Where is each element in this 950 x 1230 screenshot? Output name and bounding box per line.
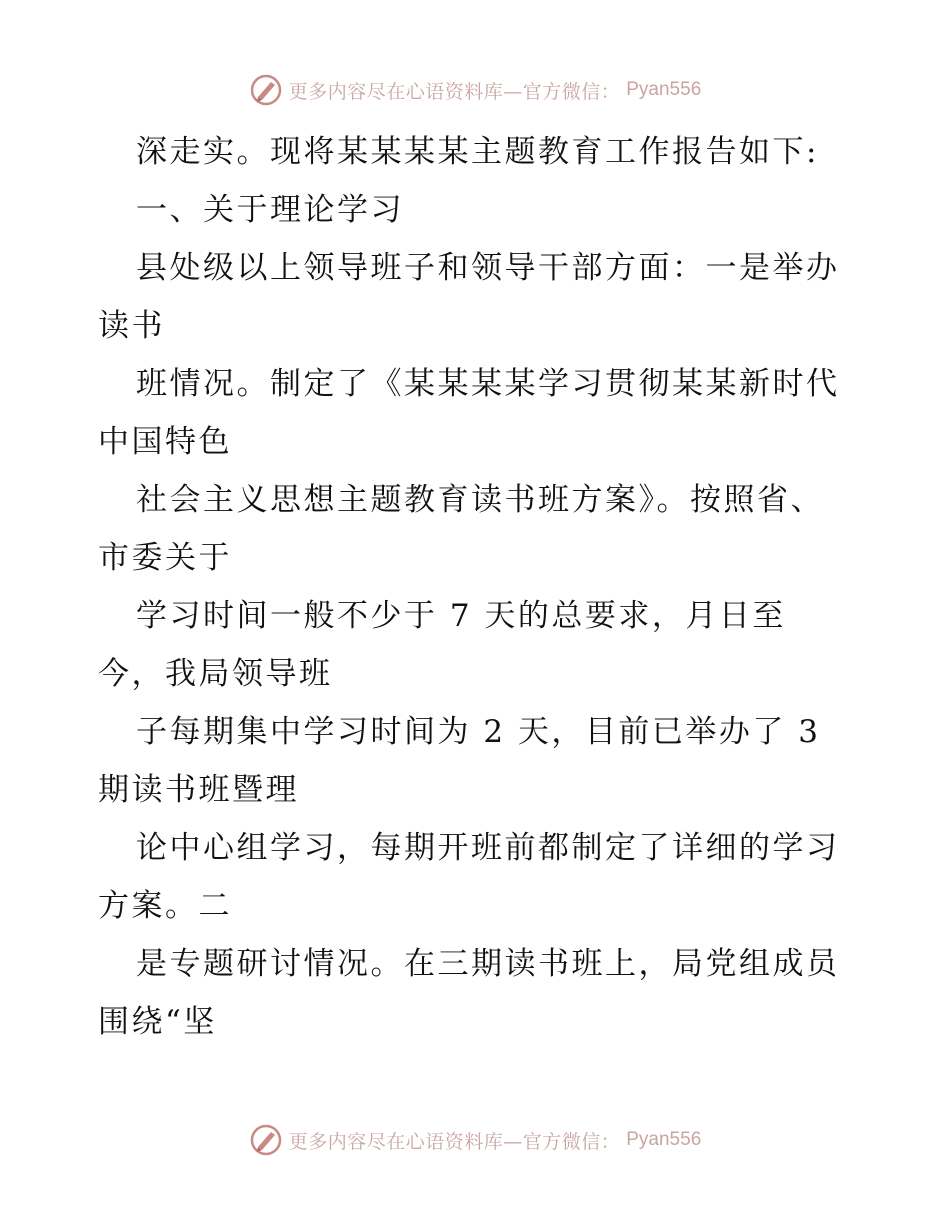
text-line: 围绕“坚 bbox=[98, 1004, 217, 1040]
text-line: 市委关于 bbox=[98, 540, 232, 576]
text-line: 论中心组学习，每期开班前都制定了详细的学习 bbox=[136, 830, 840, 866]
text-line: 社会主义思想主题教育读书班方案》。按照省、 bbox=[136, 482, 824, 518]
text-line: 今，我局领导班 bbox=[98, 656, 333, 692]
watermark-text: 更多内容尽在心语资料库—官方微信： bbox=[288, 80, 621, 103]
watermark-id: Pyan556 bbox=[626, 79, 702, 100]
watermark-id: Pyan556 bbox=[626, 1129, 702, 1150]
text-line: 深走实。现将某某某某主题教育工作报告如下: bbox=[136, 134, 819, 170]
text-line: 子每期集中学习时间为 2 天，目前已举办了 3 bbox=[136, 714, 821, 750]
text-line: 方案。二 bbox=[98, 888, 232, 924]
text-line: 班情况。制定了《某某某某学习贯彻某某新时代 bbox=[136, 366, 840, 402]
header-watermark bbox=[0, 70, 950, 110]
text-line: 一、关于理论学习 bbox=[136, 192, 404, 228]
text-line: 县处级以上领导班子和领导干部方面：一是举办 bbox=[136, 250, 840, 286]
document-body bbox=[98, 123, 858, 1051]
text-line: 读书 bbox=[98, 308, 165, 344]
text-line: 学习时间一般不少于 7 天的总要求，月日至 bbox=[136, 598, 786, 634]
text-line: 中国特色 bbox=[98, 424, 232, 460]
footer-watermark bbox=[0, 1120, 950, 1160]
text-line: 是专题研讨情况。在三期读书班上，局党组成员 bbox=[136, 946, 840, 982]
text-line: 期读书班暨理 bbox=[98, 772, 299, 808]
pen-logo-icon bbox=[249, 1123, 283, 1157]
pen-logo-icon bbox=[249, 73, 283, 107]
watermark-text: 更多内容尽在心语资料库—官方微信： bbox=[288, 1130, 621, 1153]
